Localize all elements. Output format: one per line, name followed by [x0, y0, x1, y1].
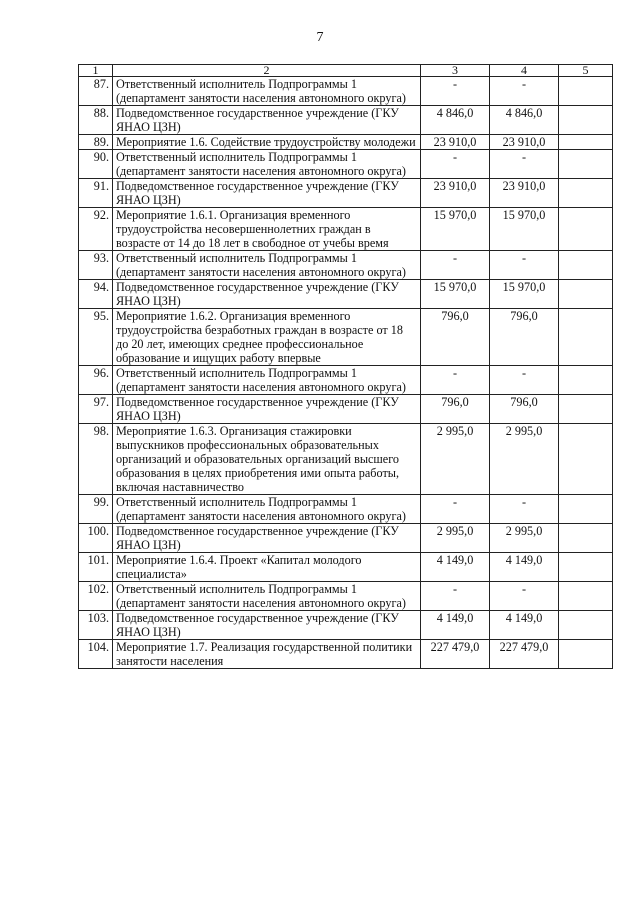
- table-row: [79, 611, 613, 640]
- header-col-1: 1: [79, 65, 113, 77]
- row-name: Ответственный исполнитель Подпрограммы 1 (департамент занятости населения автономного округа): [113, 366, 421, 395]
- row-name: Мероприятие 1.6. Содействие трудоустройству молодежи: [113, 135, 421, 150]
- row-value-col-5: [559, 77, 613, 106]
- row-value-col-4: 796,0: [490, 309, 559, 366]
- row-number: 88.: [79, 106, 113, 135]
- row-number: 100.: [79, 524, 113, 553]
- row-value-col-4: -: [490, 251, 559, 280]
- row-value-col-5: [559, 524, 613, 553]
- row-value-col-3: 2 995,0: [421, 424, 490, 495]
- row-name: Мероприятие 1.6.3. Организация стажировки выпускников профессиональных образовательных организаций и образовательных организаций высшего образования в целях приобретения ими опыта работы, включая наставничество: [113, 424, 421, 495]
- row-value-col-5: [559, 309, 613, 366]
- row-name: Подведомственное государственное учреждение (ГКУ ЯНАО ЦЗН): [113, 524, 421, 553]
- row-value-col-4: 23 910,0: [490, 135, 559, 150]
- row-value-col-4: -: [490, 366, 559, 395]
- row-name: Ответственный исполнитель Подпрограммы 1 (департамент занятости населения автономного округа): [113, 495, 421, 524]
- row-value-col-4: 227 479,0: [490, 640, 559, 669]
- row-value-col-4: -: [490, 495, 559, 524]
- row-value-col-3: 4 149,0: [421, 611, 490, 640]
- row-number: 99.: [79, 495, 113, 524]
- row-value-col-3: 227 479,0: [421, 640, 490, 669]
- row-number: 98.: [79, 424, 113, 495]
- row-name: Подведомственное государственное учреждение (ГКУ ЯНАО ЦЗН): [113, 106, 421, 135]
- row-value-col-4: 4 149,0: [490, 611, 559, 640]
- row-value-col-4: -: [490, 77, 559, 106]
- table-row: [79, 553, 613, 582]
- row-name: Мероприятие 1.6.2. Организация временного трудоустройства безработных граждан в возрасте от 18 до 20 лет, имеющих среднее профессиональное образование и ищущих работу впервые: [113, 309, 421, 366]
- row-value-col-4: 2 995,0: [490, 424, 559, 495]
- row-number: 102.: [79, 582, 113, 611]
- table-row: [79, 251, 613, 280]
- row-number: 103.: [79, 611, 113, 640]
- row-number: 94.: [79, 280, 113, 309]
- row-value-col-3: 23 910,0: [421, 135, 490, 150]
- row-value-col-5: [559, 582, 613, 611]
- row-value-col-5: [559, 106, 613, 135]
- row-number: 101.: [79, 553, 113, 582]
- row-name: Ответственный исполнитель Подпрограммы 1 (департамент занятости населения автономного округа): [113, 251, 421, 280]
- row-value-col-5: [559, 251, 613, 280]
- row-value-col-5: [559, 395, 613, 424]
- row-value-col-5: [559, 208, 613, 251]
- row-value-col-5: [559, 495, 613, 524]
- header-row: [79, 65, 613, 77]
- row-value-col-3: 796,0: [421, 395, 490, 424]
- row-name: Подведомственное государственное учреждение (ГКУ ЯНАО ЦЗН): [113, 611, 421, 640]
- row-value-col-3: -: [421, 251, 490, 280]
- row-number: 104.: [79, 640, 113, 669]
- header-col-5: 5: [559, 65, 613, 77]
- row-number: 90.: [79, 150, 113, 179]
- row-number: 91.: [79, 179, 113, 208]
- table-row: [79, 582, 613, 611]
- row-name: Подведомственное государственное учреждение (ГКУ ЯНАО ЦЗН): [113, 280, 421, 309]
- row-value-col-4: 23 910,0: [490, 179, 559, 208]
- row-number: 89.: [79, 135, 113, 150]
- table-row: [79, 150, 613, 179]
- table-row: [79, 77, 613, 106]
- row-number: 96.: [79, 366, 113, 395]
- header-col-3: 3: [421, 65, 490, 77]
- row-value-col-4: 2 995,0: [490, 524, 559, 553]
- table-row: [79, 524, 613, 553]
- row-value-col-3: 796,0: [421, 309, 490, 366]
- row-name: Подведомственное государственное учреждение (ГКУ ЯНАО ЦЗН): [113, 395, 421, 424]
- table-row: [79, 395, 613, 424]
- row-value-col-3: 4 149,0: [421, 553, 490, 582]
- row-value-col-5: [559, 640, 613, 669]
- row-value-col-3: 15 970,0: [421, 208, 490, 251]
- row-value-col-3: -: [421, 77, 490, 106]
- row-value-col-4: 15 970,0: [490, 208, 559, 251]
- header-col-4: 4: [490, 65, 559, 77]
- row-value-col-4: 4 149,0: [490, 553, 559, 582]
- row-name: Мероприятие 1.6.4. Проект «Капитал молодого специалиста»: [113, 553, 421, 582]
- row-value-col-3: -: [421, 366, 490, 395]
- row-value-col-5: [559, 366, 613, 395]
- row-value-col-5: [559, 424, 613, 495]
- table-row: [79, 208, 613, 251]
- row-name: Ответственный исполнитель Подпрограммы 1 (департамент занятости населения автономного округа): [113, 582, 421, 611]
- table-row: [79, 135, 613, 150]
- table-row: [79, 309, 613, 366]
- row-value-col-5: [559, 611, 613, 640]
- row-value-col-3: 2 995,0: [421, 524, 490, 553]
- row-value-col-3: -: [421, 495, 490, 524]
- budget-table: [78, 64, 613, 669]
- row-value-col-5: [559, 179, 613, 208]
- row-number: 87.: [79, 77, 113, 106]
- table-row: [79, 106, 613, 135]
- table-row: [79, 179, 613, 208]
- row-value-col-4: -: [490, 582, 559, 611]
- header-col-2: 2: [113, 65, 421, 77]
- row-number: 95.: [79, 309, 113, 366]
- row-name: Подведомственное государственное учреждение (ГКУ ЯНАО ЦЗН): [113, 179, 421, 208]
- table-row: [79, 366, 613, 395]
- row-value-col-3: 23 910,0: [421, 179, 490, 208]
- table-row: [79, 280, 613, 309]
- row-name: Ответственный исполнитель Подпрограммы 1 (департамент занятости населения автономного округа): [113, 150, 421, 179]
- row-value-col-4: -: [490, 150, 559, 179]
- row-value-col-4: 15 970,0: [490, 280, 559, 309]
- row-value-col-3: -: [421, 150, 490, 179]
- table-row: [79, 640, 613, 669]
- row-value-col-3: 4 846,0: [421, 106, 490, 135]
- row-value-col-5: [559, 280, 613, 309]
- row-name: Ответственный исполнитель Подпрограммы 1 (департамент занятости населения автономного округа): [113, 77, 421, 106]
- row-value-col-5: [559, 135, 613, 150]
- row-number: 93.: [79, 251, 113, 280]
- row-name: Мероприятие 1.7. Реализация государственной политики занятости населения: [113, 640, 421, 669]
- row-number: 97.: [79, 395, 113, 424]
- row-number: 92.: [79, 208, 113, 251]
- row-name: Мероприятие 1.6.1. Организация временного трудоустройства несовершеннолетних граждан в возрасте от 14 до 18 лет в свободное от учебы время: [113, 208, 421, 251]
- row-value-col-3: -: [421, 582, 490, 611]
- row-value-col-4: 4 846,0: [490, 106, 559, 135]
- table-row: [79, 424, 613, 495]
- row-value-col-5: [559, 150, 613, 179]
- page-number: 7: [316, 30, 324, 45]
- row-value-col-5: [559, 553, 613, 582]
- row-value-col-4: 796,0: [490, 395, 559, 424]
- row-value-col-3: 15 970,0: [421, 280, 490, 309]
- table-body: [79, 77, 613, 669]
- table-row: [79, 495, 613, 524]
